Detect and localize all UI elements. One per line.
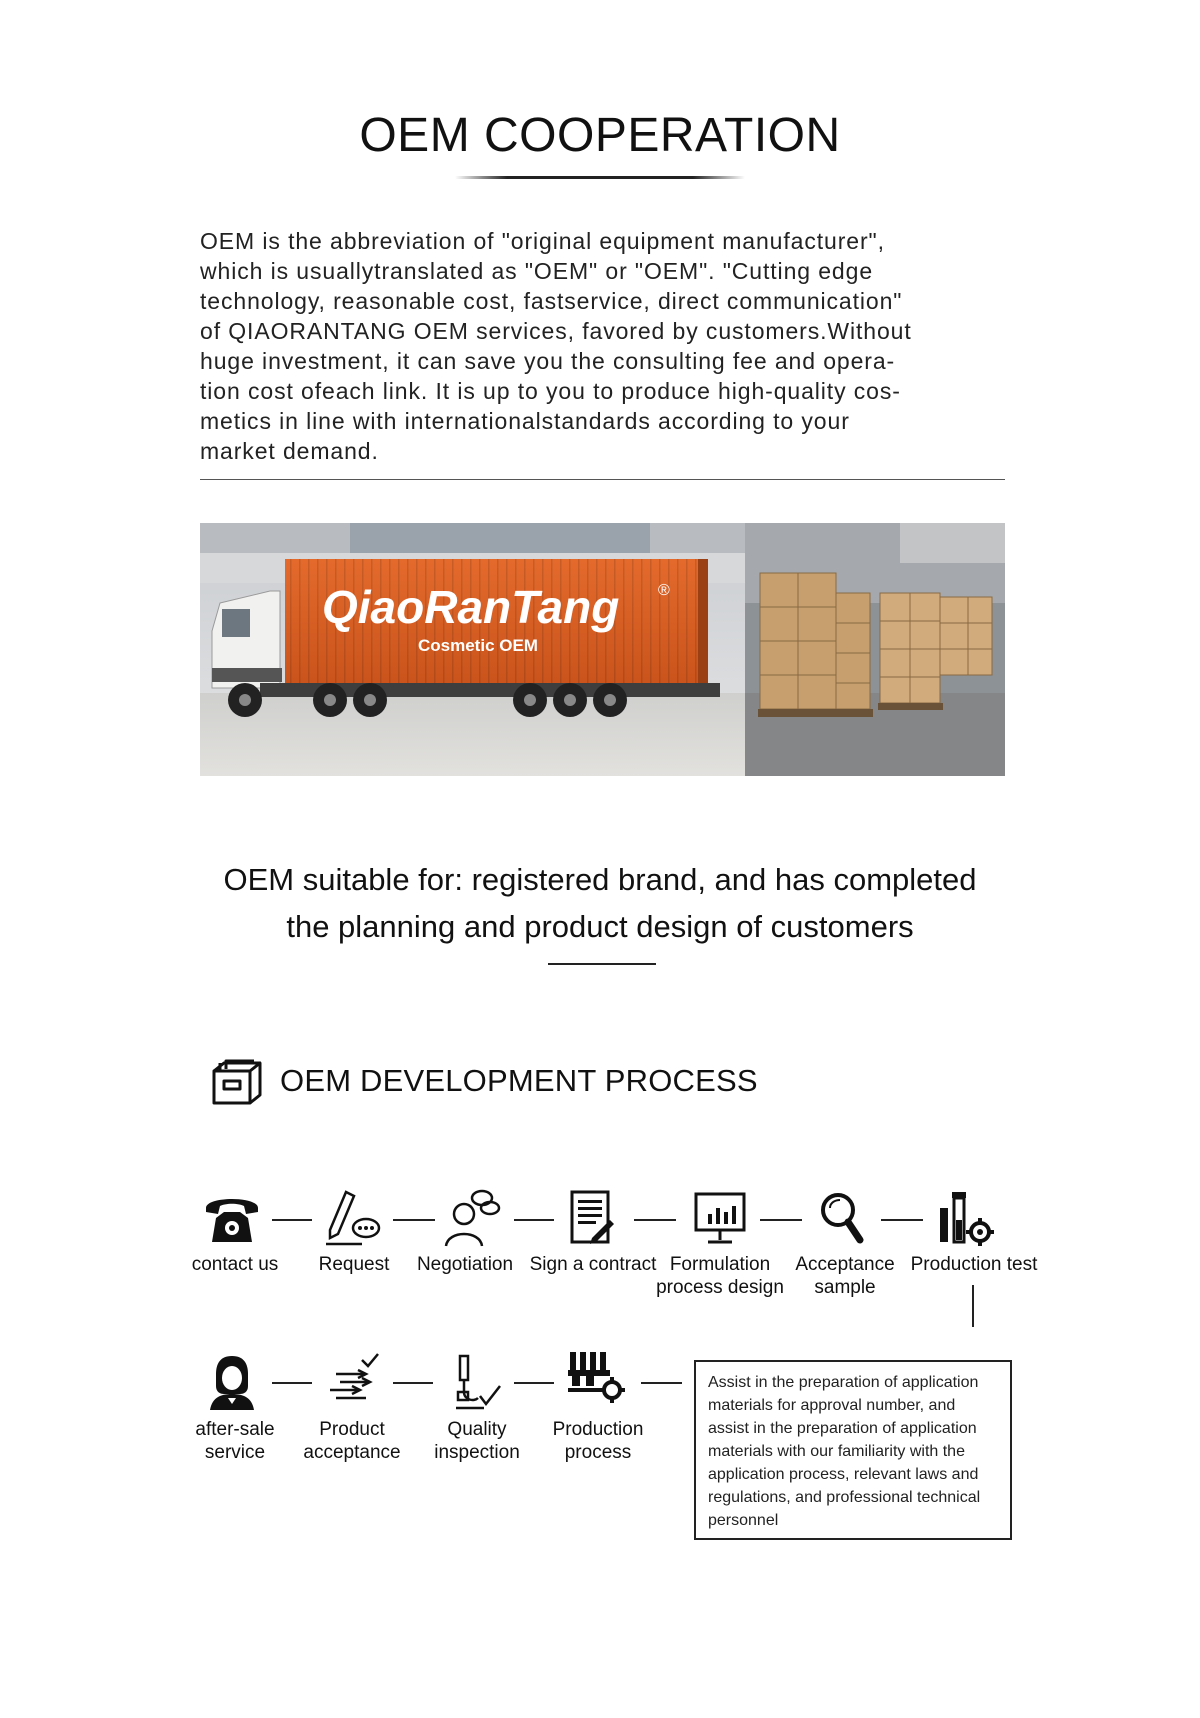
intro-line: of QIAORANTANG OEM services, favored by customers.Without xyxy=(200,318,912,344)
step-label-line: service xyxy=(204,1442,266,1463)
intro-line: OEM is the abbreviation of "original equipment manufacturer", xyxy=(200,228,885,254)
banner-illustration xyxy=(200,523,1005,776)
step-production-process xyxy=(523,1418,673,1464)
note-line: personnel xyxy=(708,1512,779,1529)
step-label-line: Product xyxy=(319,1419,385,1440)
monitor-chart-icon xyxy=(690,1188,750,1248)
suitable-statement xyxy=(150,856,1050,950)
step-production-test xyxy=(899,1253,1049,1276)
step-label-line: Quality xyxy=(447,1419,507,1440)
step-label-line: Production test xyxy=(910,1254,1038,1275)
suitable-line: OEM suitable for: registered brand, and has completed xyxy=(223,862,977,897)
step-connector xyxy=(881,1219,923,1221)
intro-divider xyxy=(200,479,1005,480)
box-archive-icon xyxy=(210,1057,264,1105)
step-label-line: Sign a contract xyxy=(529,1254,657,1275)
delivery-check-icon xyxy=(322,1352,382,1412)
process-turn-connector xyxy=(972,1285,974,1327)
document-pen-icon xyxy=(562,1188,622,1248)
step-label-line: contact us xyxy=(191,1254,279,1275)
step-connector xyxy=(272,1382,312,1384)
telephone-icon xyxy=(202,1188,262,1248)
step-connector xyxy=(760,1219,802,1221)
step-connector xyxy=(393,1219,435,1221)
step-label-line: acceptance xyxy=(303,1442,401,1463)
banner-registered-mark: ® xyxy=(658,582,670,599)
step-label-line: process xyxy=(564,1442,632,1463)
step-connector xyxy=(641,1382,682,1384)
step-connector xyxy=(634,1219,676,1221)
note-line: Assist in the preparation of application xyxy=(708,1374,979,1391)
suitable-divider xyxy=(548,963,656,965)
intro-line: huge investment, it can save you the consulting fee and opera- xyxy=(200,348,896,374)
application-assist-note xyxy=(694,1360,1012,1540)
page-title: OEM COOPERATION xyxy=(359,109,841,162)
person-chat-icon xyxy=(442,1188,502,1248)
note-line: application process, relevant laws and xyxy=(708,1466,979,1483)
step-label-line: process design xyxy=(656,1277,784,1298)
intro-line: tion cost ofeach link. It is up to you to produce high-quality cos- xyxy=(200,378,901,404)
support-agent-icon xyxy=(202,1352,262,1412)
banner-brand: QiaoRanTang xyxy=(322,581,620,633)
pen-chat-icon xyxy=(322,1188,382,1248)
banner-photo xyxy=(200,523,1005,776)
magnifier-icon xyxy=(812,1188,872,1248)
step-connector xyxy=(272,1219,312,1221)
suitable-line: the planning and product design of customers xyxy=(286,909,914,944)
note-line: regulations, and professional technical xyxy=(708,1489,981,1506)
step-label-line: Request xyxy=(318,1254,390,1275)
step-label-line: inspection xyxy=(434,1442,520,1463)
process-title: OEM DEVELOPMENT PROCESS xyxy=(280,1063,758,1098)
note-line: assist in the preparation of application xyxy=(708,1420,977,1437)
intro-paragraph xyxy=(200,226,1005,466)
intro-line: technology, reasonable cost, fastservice, direct communication" xyxy=(200,288,903,314)
step-label-line: Production xyxy=(552,1419,644,1440)
step-connector xyxy=(393,1382,433,1384)
intro-line: market demand. xyxy=(200,438,379,464)
step-label-line: sample xyxy=(814,1277,876,1298)
step-label-line: Formulation xyxy=(669,1254,771,1275)
step-connector xyxy=(514,1382,554,1384)
step-label-line: Acceptance xyxy=(795,1254,895,1275)
step-label-line: after-sale xyxy=(195,1419,275,1440)
note-line: materials with our familiarity with the xyxy=(708,1443,965,1460)
title-divider xyxy=(455,176,745,179)
banner-tagline: Cosmetic OEM xyxy=(418,636,538,655)
intro-line: which is usuallytranslated as "OEM" or "OEM". "Cutting edge xyxy=(200,258,874,284)
step-acceptance-sample xyxy=(770,1253,920,1299)
factory-gear-icon xyxy=(566,1348,626,1408)
step-label-line: Negotiation xyxy=(416,1254,514,1275)
step-connector xyxy=(514,1219,554,1221)
flask-gear-icon xyxy=(936,1188,996,1248)
intro-line: metics in line with internationalstandards according to your xyxy=(200,408,850,434)
microscope-check-icon xyxy=(444,1352,504,1412)
note-line: materials for approval number, and xyxy=(708,1397,956,1414)
